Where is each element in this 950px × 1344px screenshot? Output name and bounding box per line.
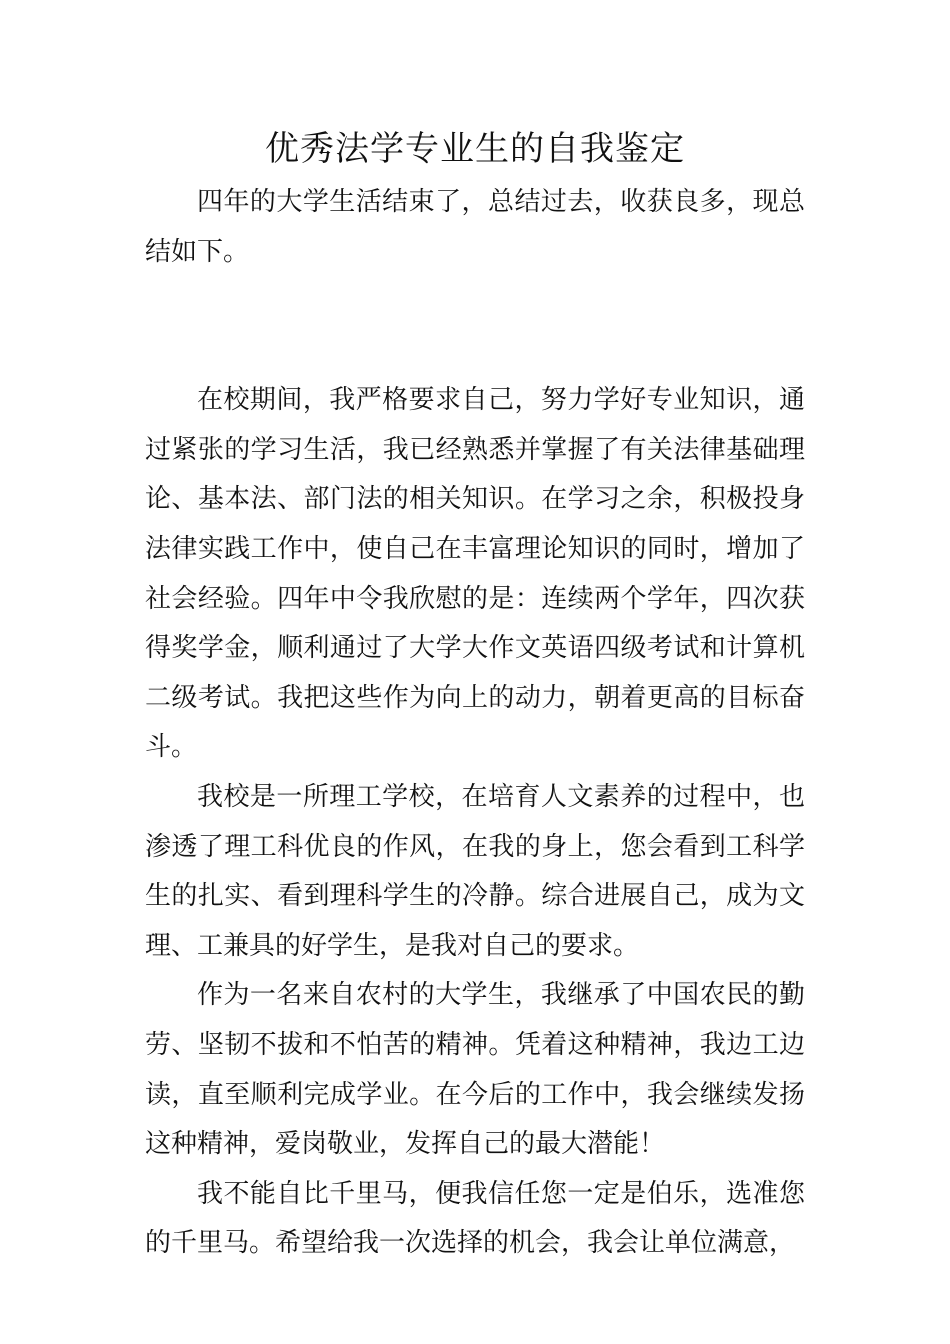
- paragraph-closing: 我不能自比千里马，便我信任您一定是伯乐，选准您的千里马。希望给我一次选择的机会，我会让单位满意，: [145, 1178, 805, 1259]
- paragraph-rural-background: 作为一名来自农村的大学生，我继承了中国农民的勤劳、坚韧不拔和不怕苦的精神。凭着这种精神，我边工边读，直至顺利完成学业。在今后的工作中，我会继续发扬这种精神，爱岗敬业，发挥自己的最大潜能！: [145, 980, 805, 1160]
- paragraph-school-culture: 我校是一所理工学校，在培育人文素养的过程中，也渗透了理工科优良的作风，在我的身上，您会看到工科学生的扎实、看到理科学生的冷静。综合进展自己，成为文理、工兼具的好学生，是我对自己的要求。: [145, 781, 805, 961]
- paragraph-study-period: 在校期间，我严格要求自己，努力学好专业知识，通过紧张的学习生活，我已经熟悉并掌握了有关法律基础理论、基本法、部门法的相关知识。在学习之余，积极投身法律实践工作中，使自己在丰富理论知识的同时，增加了社会经验。四年中令我欣慰的是：连续两个学年，四次获得奖学金，顺利通过了大学大作文英语四级考试和计算机二级考试。我把这些作为向上的动力，朝着更高的目标奋斗。: [145, 385, 805, 763]
- document-title: 优秀法学专业生的自我鉴定: [265, 129, 685, 169]
- paragraph-summary-intro: 四年的大学生活结束了，总结过去，收获良多，现总结如下。: [145, 187, 805, 267]
- document-body: [145, 178, 805, 1269]
- paragraph-spacer: [145, 277, 805, 376]
